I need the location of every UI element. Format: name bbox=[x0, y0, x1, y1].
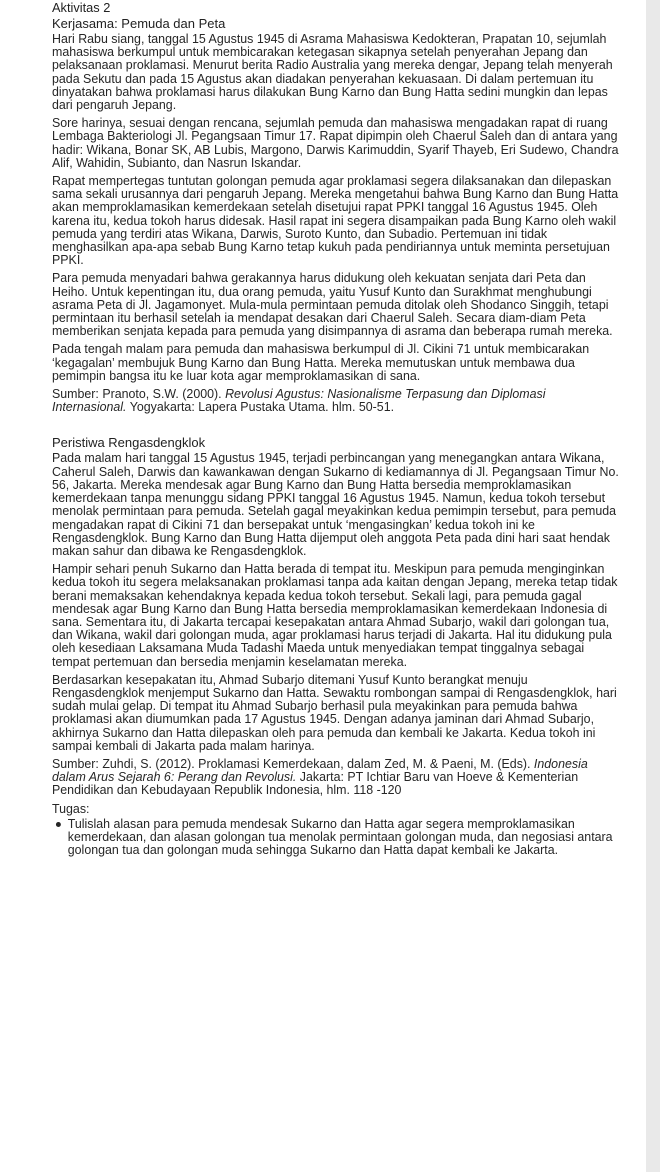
section-2-paragraph: Hampir sehari penuh Sukarno dan Hatta berada di tempat itu. Meskipun para pemuda menginginkan kedua tokoh itu segera melaksanakan proklamasi tanpa ada kaitan dengan Jepang, mereka tetap tidak berani memaksakan kehendaknya kepada kedua tokoh tersebut. Sekali lagi, para pemuda gagal mendesak agar Bung Karno dan Bung Hatta bersedia memproklamasikan kemerdekaan Indonesia di sana. Sementara itu, di Jakarta tercapai kesepakatan antara Ahmad Subarjo, wakil dari golongan tua, dan Wikana, wakil dari golongan muda, agar proklamasi harus terjadi di Jakarta. Hal itu didukung pula oleh kesediaan Laksamana Muda Tadashi Maeda untuk menyediakan tempat tinggalnya sebagai tempat pertemuan dan bersedia menjamin keselamatan mereka. bbox=[52, 562, 618, 669]
document-content bbox=[52, 0, 621, 857]
section-1-paragraph: Hari Rabu siang, tanggal 15 Agustus 1945 di Asrama Mahasiswa Kedokteran, Prapatan 10, sejumlah mahasiswa berkumpul untuk membicarakan ketegasan sikapnya setelah penyerahan Jepang dan pelaksanaan proklamasi. Menurut berita Radio Australia yang mereka dengar, Jepang telah menyerah pada Sekutu dan pada 15 Agustus akan diadakan penyerahan kekuasaan. Di dalam pertemuan itu dinyatakan bahwa proklamasi harus dilakukan Bung Karno dan Bung Hatta sedini mungkin dan lepas dari pengaruh Jepang. bbox=[52, 32, 613, 113]
bullet-icon bbox=[56, 822, 61, 827]
section-1-title: Kerjasama: Pemuda dan Peta bbox=[52, 16, 226, 31]
page-edge bbox=[646, 0, 660, 1172]
activity-title: Aktivitas 2 bbox=[52, 0, 111, 15]
source-suffix: Jakarta: PT Ichtiar Baru van Hoeve & Kementerian Pendidikan dan Kebudayaan Republik Indonesia, hlm. 118 -120 bbox=[52, 770, 579, 798]
section-1-source bbox=[52, 388, 621, 414]
section-2-paragraph: Pada malam hari tanggal 15 Agustus 1945, terjadi perbincangan yang menegangkan antara Wikana, Caherul Saleh, Darwis dan kawankawan dengan Sukarno di kediamannya di Jl. Pegangsaan Timur No. 56, Jakarta. Mereka mendesak agar Bung Karno dan Bung Hatta bersedia memproklamasikan kemerdekaan tanpa menunggu sidang PPKI tanggal 16 Agustus 1945. Namun, kedua tokoh tersebut menolak permintaan para pemuda. Setelah gagal meyakinkan kedua pemimpin tersebut, para pemuda mengadakan rapat di Cikini 71 dan bersepakat untuk ‘mengasingkan’ kedua tokoh ini ke Rengasdengklok. Bung Karno dan Bung Hatta dijemput oleh anggota Peta pada dini hari saat hendak makan sahur dan dibawa ke Rengasdengklok. bbox=[52, 451, 619, 558]
section-1-paragraph: Rapat mempertegas tuntutan golongan pemuda agar proklamasi segera dilaksanakan dan dilepaskan sama sekali urusannya dari pengaruh Jepang. Mereka mengetahui bahwa Bung Karno dan Bung Hatta akan memproklamasikan kemerdekaan setelah disetujui rapat PPKI tanggal 16 Agustus 1945. Oleh karena itu, kedua tokoh harus didesak. Hasil rapat ini segera disampaikan pada Bung Karno oleh wakil pemuda yang terdiri atas Wikana, Darwis, Suroto Kunto, dan Subadio. Pertemuan ini tidak menghasilkan apa-apa sebab Bung Karno tetap kukuh pada pendiriannya untuk meminta persetujuan PPKI. bbox=[52, 174, 619, 268]
tasks-label: Tugas: bbox=[52, 801, 90, 816]
source-title: Revolusi Agustus: Nasionalisme Terpasung dan Diplomasi Internasional. bbox=[52, 387, 546, 415]
source-suffix: Yogyakarta: Lapera Pustaka Utama. hlm. 50-51. bbox=[126, 400, 395, 415]
source-title: Indonesia dalam Arus Sejarah 6: Perang dan Revolusi. bbox=[52, 756, 588, 785]
source-prefix: Sumber: Pranoto, S.W. (2000). bbox=[52, 387, 226, 402]
source-prefix: Sumber: Zuhdi, S. (2012). Proklamasi Kemerdekaan, dalam Zed, M. & Paeni, M. (Eds). bbox=[52, 756, 534, 771]
section-2-title: Peristiwa Rengasdengklok bbox=[52, 435, 206, 451]
section-1-paragraph: Para pemuda menyadari bahwa gerakannya harus didukung oleh kekuatan senjata dari Peta dan Heiho. Untuk kepentingan itu, dua orang pemuda, yaitu Yusuf Kunto dan Surakhmat menghubungi asrama Peta di Jl. Jagamonyet. Mula-mula permintaan pemuda ditolak oleh Shodanco Singgih, tetapi permintaan itu berhasil setelah ia mendapat desakan dari Chaerul Saleh. Secara diam-diam Peta memberikan senjata kepada para pemuda yang disimpannya di asrama dan beberapa rumah mereka. bbox=[52, 271, 613, 339]
section-1-paragraph: Sore harinya, sesuai dengan rencana, sejumlah pemuda dan mahasiswa mengadakan rapat di ruang Lembaga Bakteriologi Jl. Pegangsaan Timur 17. Rapat dipimpin oleh Chaerul Saleh dan di antara yang hadir: Wikana, Bonar SK, AB Lubis, Margono, Darwis Karimuddin, Syarif Thayeb, Eri Sudewo, Chandra Alif, Wahidin, Subianto, dan Nasrun Iskandar. bbox=[52, 116, 619, 170]
task-text: Tulislah alasan para pemuda mendesak Sukarno dan Hatta agar segera memproklamasikan kemerdekaan, dan alasan golongan tua menolak permintaan golongan muda, dan negosiasi antara golongan tua dan golongan muda sehingga Sukarno dan Hatta dapat kembali ke Jakarta. bbox=[67, 816, 613, 858]
section-1-paragraph: Pada tengah malam para pemuda dan mahasiswa berkumpul di Jl. Cikini 71 untuk membicarakan ‘kegagalan’ membujuk Bung Karno dan Bung Hatta. Mereka memutuskan untuk membawa dua pemimpin bangsa itu ke luar kota agar memproklamasikan di sana. bbox=[52, 342, 590, 383]
tasks-list bbox=[52, 818, 621, 858]
section-2-source bbox=[52, 758, 621, 798]
task-item bbox=[68, 818, 622, 858]
section-2-paragraph: Berdasarkan kesepakatan itu, Ahmad Subarjo ditemani Yusuf Kunto berangkat menuju Rengasdengklok menjemput Sukarno dan Hatta. Sewaktu rombongan sampai di Rengasdengklok, hari sudah mulai gelap. Di tempat itu Ahmad Subarjo berhasil pula meyakinkan para pemuda bahwa proklamasi akan diumumkan pada 17 Agustus 1945. Dengan adanya jaminan dari Ahmad Subarjo, akhirnya Sukarno dan Hatta dilepaskan oleh para pemuda dan kembali ke Jakarta. Kedua tokoh ini sampai kembali di Jakarta pada malam harinya. bbox=[52, 672, 617, 753]
